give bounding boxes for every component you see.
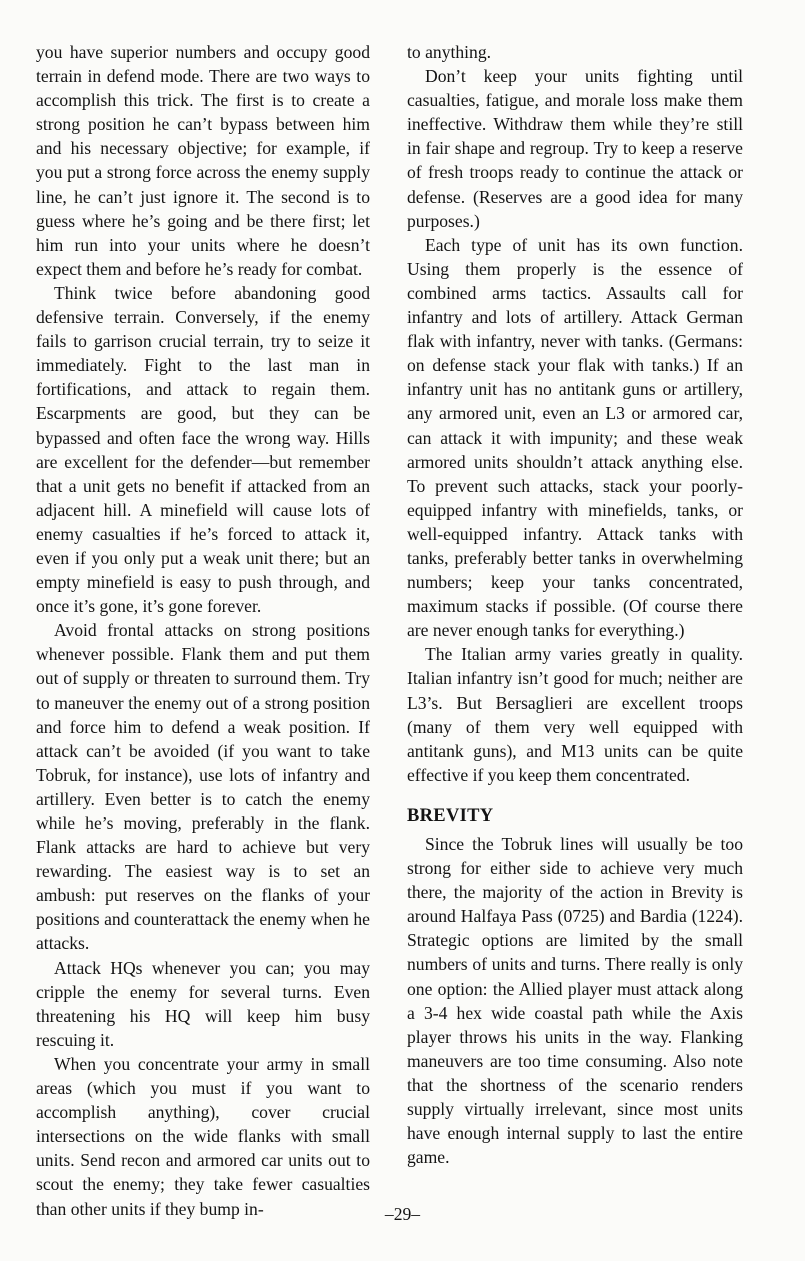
paragraph-5: When you concentrate your army in small areas (which you must if you want to accomplish anything), cover crucial intersections on the wide flanks with small units. Send recon and armored car units out to scout the enemy; they take fewer casualties than other units if they bump in- <box>36 1053 370 1219</box>
paragraph-7: Don’t keep your units fighting until casualties, fatigue, and morale loss make them ineffective. Withdraw them while they’re still in fair shape and regroup. Try to keep a reserve of fresh troops ready to continue the attack or defense. (Reserves are a good idea for many purposes.) <box>407 66 743 231</box>
paragraph-4: Attack HQs whenever you can; you may cripple the enemy for several turns. Even threatening his HQ will keep him busy rescuing it. <box>36 957 370 1050</box>
paragraph-2: Think twice before abandoning good defensive terrain. Conversely, if the enemy fails to garrison crucial terrain, try to seize it immediately. Fight to the last man in fortifications, and attack to regain them. Escarpments are good, but they can be bypassed and often face the wrong way. Hills are excellent for the defender—but remember that a unit gets no benefit if attacked from an adjacent hill. A minefield will cause lots of enemy casualties if he’s forced to attack it, even if you only put a weak unit there; but an empty minefield is easy to push through, and once it’s gone, it’s gone forever. <box>36 282 370 617</box>
paragraph-8: Each type of unit has its own function. Using them properly is the essence of combined arms tactics. Assaults call for infantry and lots of artillery. Attack German flak with infantry, never with tanks. (Germans: on defense stack your flak with tanks.) If an infantry unit has no antitank guns or artillery, any armored unit, even an L3 or armored car, can attack it with impunity; and these weak armored units shouldn’t attack anything else. To prevent such attacks, stack your poorly-equipped infantry with minefields, tanks, or well-equipped infantry. Attack tanks with tanks, preferably better tanks in overwhelming numbers; keep your tanks concentrated, maximum stacks if possible. (Of course there are never enough tanks for everything.) <box>407 234 743 641</box>
paragraph-1: you have superior numbers and occupy good terrain in defend mode. There are two ways to accomplish this trick. The first is to create a strong position he can’t bypass between him and his necessary objective; for example, if you put a strong force across the enemy supply line, he can’t just ignore it. The second is to guess where he’s going and be there first; let him run into your units where he doesn’t expect them and before he’s ready for combat. <box>36 42 370 279</box>
left-column <box>36 40 370 1221</box>
paragraph-3: Avoid frontal attacks on strong positions whenever possible. Flank them and put them out of supply or threaten to surround them. Try to maneuver the enemy out of a strong position and force him to defend a weak position. If attack can’t be avoided (if you want to take Tobruk, for instance), use lots of infantry and artillery. Even better is to catch the enemy while he’s moving, preferably in the flank. Flank attacks are hard to achieve but very rewarding. The easiest way is to set an ambush: put reserves on the flanks of your positions and counterattack the enemy when he attacks. <box>36 620 370 954</box>
paragraph-10: Since the Tobruk lines will usually be too strong for either side to achieve very much there, the majority of the action in Brevity is around Halfaya Pass (0725) and Bardia (1224). Strategic options are limited by the small numbers of units and turns. There really is only one option: the Allied player must attack along a 3-4 hex wide coastal path while the Axis player throws his units in the way. Flanking maneuvers are too time consuming. Also note that the shortness of the scenario renders supply virtually irrelevant, since most units have enough internal supply to last the entire game. <box>407 834 743 1168</box>
page-number: –29– <box>384 1204 421 1224</box>
paragraph-9: The Italian army varies greatly in quality. Italian infantry isn’t good for much; neither are L3’s. But Bersaglieri are excellent troops (many of them very well equipped with antitank guns), and M13 units can be quite effective if you keep them concentrated. <box>407 644 743 785</box>
section-heading-brevity: BREVITY <box>407 805 494 826</box>
paragraph-6: to anything. <box>407 42 492 62</box>
right-column <box>407 40 743 1169</box>
